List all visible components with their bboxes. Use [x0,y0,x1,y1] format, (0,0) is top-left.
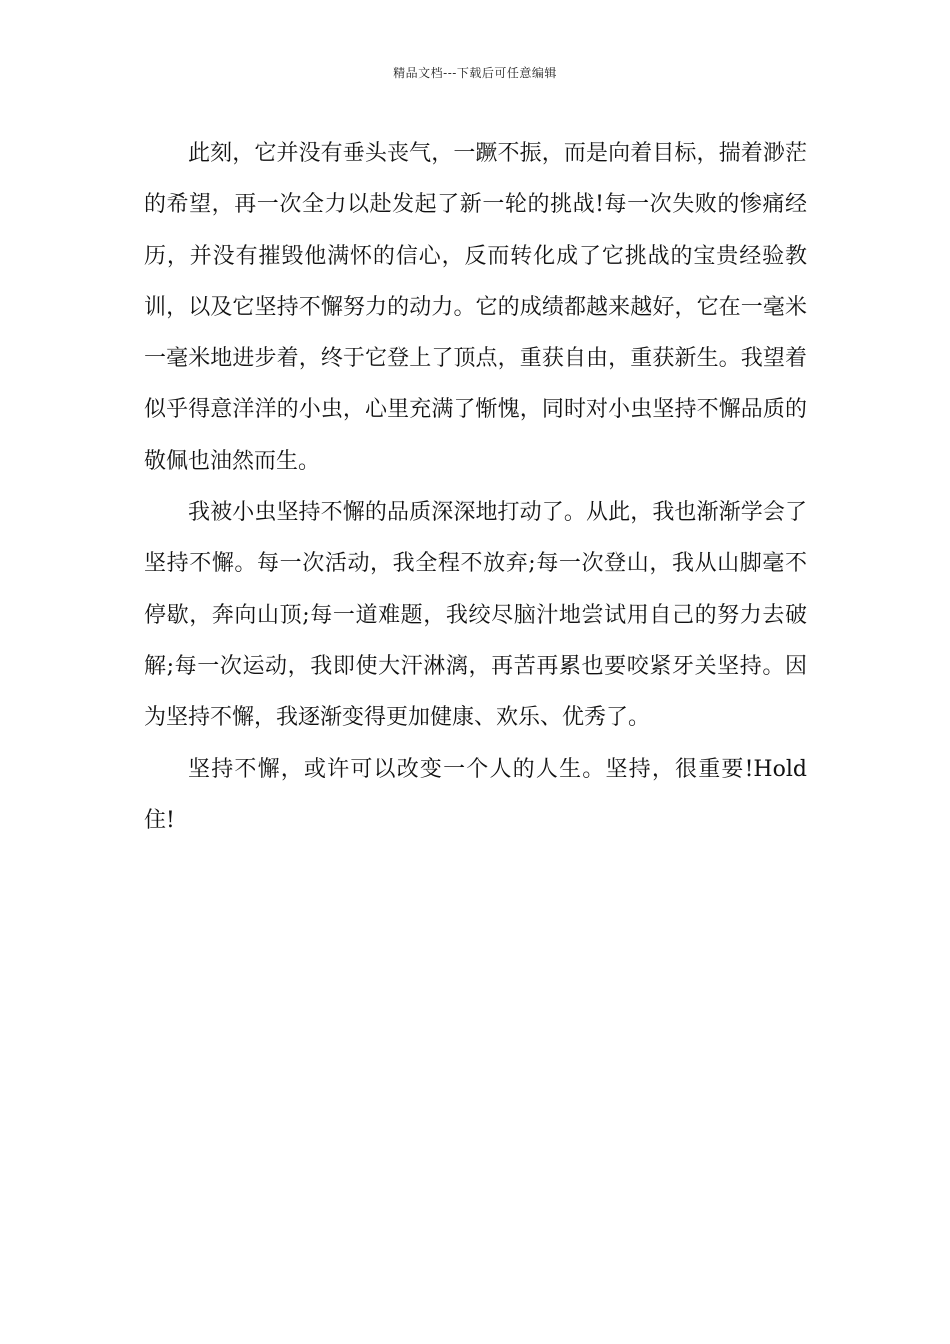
paragraph-1: 此刻，它并没有垂头丧气，一蹶不振，而是向着目标，揣着渺茫的希望，再一次全力以赴发起了新一轮的挑战!每一次失败的惨痛经历，并没有摧毁他满怀的信心，反而转化成了它挑战的宝贵经验教训，以及它坚持不懈努力的动力。它的成绩都越来越好，它在一毫米一毫米地进步着，终于它登上了顶点，重获自由，重获新生。我望着似乎得意洋洋的小虫，心里充满了惭愧，同时对小虫坚持不懈品质的敬佩也油然而生。 [144,141,807,474]
paragraph-3: 坚持不懈，或许可以改变一个人的人生。坚持，很重要!Hold住! [144,756,807,833]
page-header: 精品文档---下载后可任意编辑 [393,66,557,80]
paragraph-2: 我被小虫坚持不懈的品质深深地打动了。从此，我也渐渐学会了坚持不懈。每一次活动，我全程不放弃;每一次登山，我从山脚毫不停歇，奔向山顶;每一道难题，我绞尽脑汁地尝试用自己的努力去破解;每一次运动，我即使大汗淋漓，再苦再累也要咬紧牙关坚持。因为坚持不懈，我逐渐变得更加健康、欢乐、优秀了。 [144,500,807,731]
document-body [144,128,807,846]
